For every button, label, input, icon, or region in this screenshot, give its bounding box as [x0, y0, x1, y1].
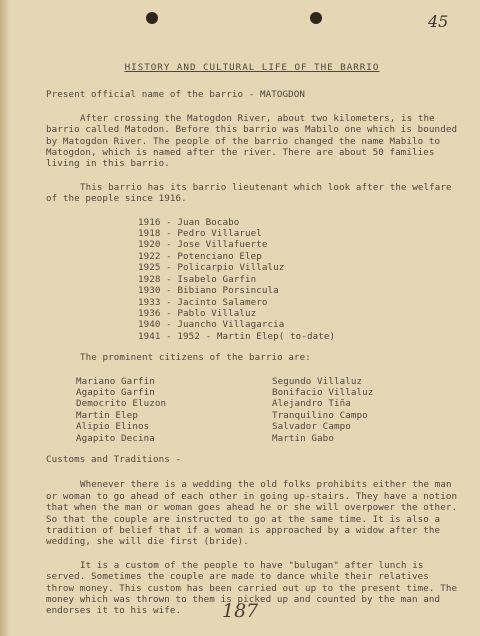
list-item: 1933 - Jacinto Salamero: [138, 296, 268, 308]
list-item: 1920 - Jose Villafuerte: [138, 239, 268, 251]
paragraph-bulugan: It is a custom of the people to have "bulugan" after lunch is served. Sometimes the couple are made to dance while their relatives throw money. This custom has been carried out up to the present time. The money which was thrown to them is picked up and counted by the man and endorses it to his wife.: [46, 559, 458, 617]
citizens-list: [76, 376, 458, 444]
list-item: Bonifacio Villaluz: [272, 386, 374, 398]
list-item: Alejandro Tiña: [272, 398, 351, 410]
list-item: 1940 - Juancho Villagarcia: [138, 319, 285, 331]
customs-heading: Customs and Traditions -: [46, 453, 182, 465]
lieutenant-list: [138, 217, 458, 342]
list-item: Segundo Villaluz: [272, 375, 363, 387]
list-item: 1941 - 1952 - Martin Elep( to-date): [138, 330, 336, 342]
paragraph-customs: Whenever there is a wedding the old folks prohibits either the man or woman to go ahead of each other in going up-stairs. They have a notion that when the man or woman goes ahead he or she will overpower the other. So that the couple are instructed to go at the same time. It is also a tradition of belief that if a woman is approached by a widow after the wedding, she will die first (bride).: [46, 479, 458, 548]
list-item: Salvador Campo: [272, 421, 351, 433]
list-item: Democrito Eluzon: [76, 398, 167, 410]
binder-hole: [310, 12, 322, 24]
page-number-bottom: 187: [222, 600, 259, 622]
paragraph-lieutenant: This barrio has its barrio lieutenant which look after the welfare of the people since 1916.: [46, 181, 452, 205]
official-name: Present official name of the barrio - MATOGDON: [46, 89, 306, 101]
document-title: HISTORY AND CULTURAL LIFE OF THE BARRIO: [124, 62, 380, 73]
document-body: [46, 56, 458, 629]
list-item: Agapito Decina: [76, 432, 155, 444]
list-item: 1925 - Policarpio Villaluz: [138, 262, 285, 274]
list-item: 1928 - Isabelo Garfin: [138, 273, 257, 285]
page-number-top: 45: [428, 12, 449, 31]
list-item: Martin Elep: [76, 409, 138, 421]
list-item: 1916 - Juan Bocabo: [138, 216, 240, 228]
list-item: 1930 - Bibiano Porsincula: [138, 285, 279, 297]
citizens-heading: The prominent citizens of the barrio are:: [80, 352, 311, 364]
list-item: Martin Gabo: [272, 432, 334, 444]
list-item: Tranquilino Campo: [272, 409, 368, 421]
list-item: Mariano Garfin: [76, 375, 155, 387]
list-item: 1936 - Pablo Villaluz: [138, 307, 257, 319]
paragraph-intro: After crossing the Matogdon River, about two kilometers, is the barrio called Matodon. Before this barrio was Mabilo one which is bounded by Matogdon River. The people of the barrio changed the name Mabilo to Matogdon, which is named after the river. There are about 50 families living in this barrio.: [46, 112, 458, 170]
list-item: Alipio Elinos: [76, 421, 150, 433]
list-item: 1918 - Pedro Villaruel: [138, 228, 262, 240]
binder-hole: [146, 12, 158, 24]
list-item: 1922 - Potenciano Elep: [138, 250, 262, 262]
list-item: Agapito Garfin: [76, 386, 155, 398]
